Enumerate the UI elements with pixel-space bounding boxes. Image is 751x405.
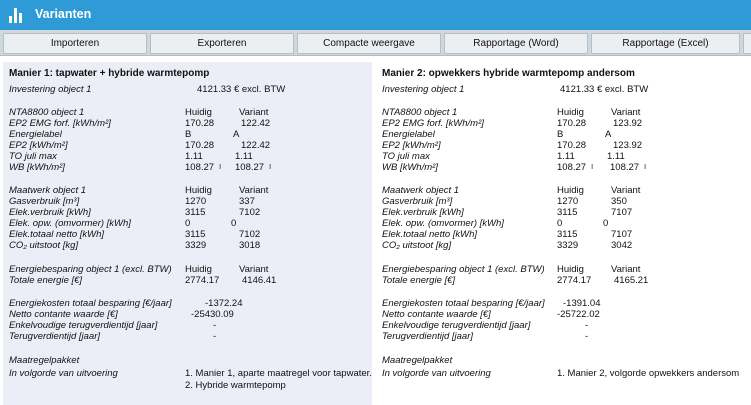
info-mark-icon: I xyxy=(644,164,647,171)
besparing-header-row: Energiebesparing object 1 (excl. BTW) Huidig Variant xyxy=(9,264,269,275)
elekverbruik-row: Elek.verbruik [kWh] 3115 7102 xyxy=(9,207,261,218)
volgorde-list xyxy=(557,368,739,380)
terugverdientijd-row: Terugverdientijd [jaar] - xyxy=(382,331,589,342)
enkelvoudige-tvt-row: Enkelvoudige terugverdientijd [jaar] - xyxy=(382,320,589,331)
rapportage-word-button[interactable]: Rapportage (Word) xyxy=(444,33,588,54)
elek-opw-row: Elek. opw. (omvormer) [kWh] 0 0 xyxy=(382,218,609,229)
extra-button[interactable] xyxy=(743,33,751,54)
maatwerk-header-row: Maatwerk object 1 Huidig Variant xyxy=(382,185,641,196)
terugverdientijd-row: Terugverdientijd [jaar] - xyxy=(9,331,217,342)
info-mark-icon: I xyxy=(269,164,272,171)
variant-heading: Manier 2: opwekkers hybride warmtepomp andersom xyxy=(382,68,635,79)
bar-chart-icon xyxy=(9,7,25,23)
ep2emg-row: EP2 EMG forf. [kWh/m²] 170.28 122.42 xyxy=(9,118,271,129)
importeren-button[interactable]: Importeren xyxy=(3,33,147,54)
elek-netto-row: Elek.totaal netto [kWh] 3115 7107 xyxy=(382,229,633,240)
window-title: Varianten xyxy=(35,7,92,21)
co2-row: CO₂ uitstoot [kg] 3329 3018 xyxy=(9,240,261,251)
variant-heading: Manier 1: tapwater + hybride warmtepomp xyxy=(9,68,210,79)
compacte-weergave-button[interactable]: Compacte weergave xyxy=(297,33,441,54)
to-juli-row: TO juli max 1.11 1.11 xyxy=(382,151,625,162)
ncw-row: Netto contante waarde [€] -25430.09 xyxy=(9,309,234,320)
ep2-row: EP2 [kWh/m²] 170.28 123.92 xyxy=(382,140,643,151)
investering-row: Investering object 1 4121.33 € excl. BTW xyxy=(382,84,649,95)
nta-header-row: NTA8800 object 1 Huidig Variant xyxy=(382,107,641,118)
ep2-row: EP2 [kWh/m²] 170.28 122.42 xyxy=(9,140,271,151)
ep2emg-row: EP2 EMG forf. [kWh/m²] 170.28 123.92 xyxy=(382,118,643,129)
info-mark-icon: I xyxy=(219,164,222,171)
elek-opw-row: Elek. opw. (omvormer) [kWh] 0 0 xyxy=(9,218,237,229)
energielabel-row: Energielabel B A xyxy=(9,129,240,140)
elekverbruik-row: Elek.verbruik [kWh] 3115 7107 xyxy=(382,207,633,218)
list-item: 1. Manier 2, volgorde opwekkers andersom xyxy=(557,368,740,379)
gasverbruik-row: Gasverbruik [m³] 1270 337 xyxy=(9,196,255,207)
toolbar xyxy=(0,30,751,56)
list-item: 1. Manier 1, aparte maatregel voor tapwater. xyxy=(185,368,372,379)
co2-row: CO₂ uitstoot [kg] 3329 3042 xyxy=(382,240,633,251)
variant-panel-left xyxy=(3,62,372,405)
nta-header-row: NTA8800 object 1 Huidig Variant xyxy=(9,107,269,118)
gasverbruik-row: Gasverbruik [m³] 1270 350 xyxy=(382,196,627,207)
wb-row: WB [kWh/m²] 108.27 I 108.27 I xyxy=(9,162,272,173)
volgorde-list xyxy=(185,368,372,392)
rapportage-excel-button[interactable]: Rapportage (Excel) xyxy=(591,33,740,54)
volgorde-label-row: In volgorde van uitvoering xyxy=(9,368,118,379)
list-item: 2. Hybride warmtepomp xyxy=(185,380,286,391)
maatregelpakket-row: Maatregelpakket xyxy=(9,355,80,366)
variant-panel-right xyxy=(376,62,751,405)
enkelvoudige-tvt-row: Enkelvoudige terugverdientijd [jaar] - xyxy=(9,320,217,331)
wb-row: WB [kWh/m²] 108.27 I 108.27 I xyxy=(382,162,647,173)
exporteren-button[interactable]: Exporteren xyxy=(150,33,294,54)
totale-energie-row: Totale energie [€] 2774.17 4165.21 xyxy=(382,275,649,286)
energiekosten-row: Energiekosten totaal besparing [€/jaar] -1391.04 xyxy=(382,298,601,309)
maatregelpakket-row: Maatregelpakket xyxy=(382,355,453,366)
besparing-header-row: Energiebesparing object 1 (excl. BTW) Huidig Variant xyxy=(382,264,641,275)
info-mark-icon: I xyxy=(591,164,594,171)
volgorde-label-row: In volgorde van uitvoering xyxy=(382,368,491,379)
ncw-row: Netto contante waarde [€] -25722.02 xyxy=(382,309,600,320)
energiekosten-row: Energiekosten totaal besparing [€/jaar] -1372.24 xyxy=(9,298,243,309)
to-juli-row: TO juli max 1.11 1.11 xyxy=(9,151,253,162)
totale-energie-row: Totale energie [€] 2774.17 4146.41 xyxy=(9,275,277,286)
investering-row: Investering object 1 4121.33 € excl. BTW xyxy=(9,84,286,95)
elek-netto-row: Elek.totaal netto [kWh] 3115 7102 xyxy=(9,229,261,240)
maatwerk-header-row: Maatwerk object 1 Huidig Variant xyxy=(9,185,269,196)
title-bar xyxy=(0,0,751,30)
energielabel-row: Energielabel B A xyxy=(382,129,612,140)
